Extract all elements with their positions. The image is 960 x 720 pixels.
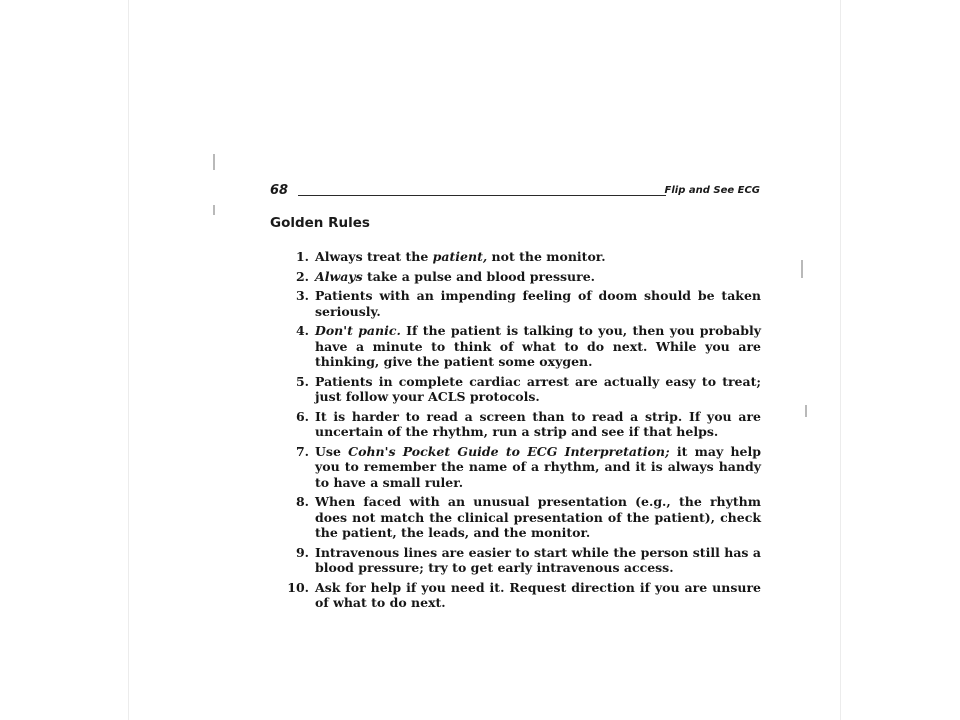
page-number: 68: [270, 183, 289, 198]
rule-segment: When faced with an unusual presentation (e.g., the rhythm does not match the clinical presentation of the patient), check the patient, the leads, and the monitor.: [315, 494, 761, 540]
running-head: [270, 183, 760, 199]
rule-segment: If the patient is talking to you, then you probably have a minute to think of what to do next. While you are thinking, give the patient some oxygen.: [315, 323, 761, 369]
rule-text: [315, 269, 761, 285]
rule-item: [287, 444, 761, 491]
rule-text: [315, 494, 761, 541]
rule-number: 6.: [295, 408, 309, 424]
rule-emphasis: Always: [315, 268, 363, 284]
rule-number: 5.: [295, 373, 309, 389]
rule-item: [287, 374, 761, 405]
rule-segment: Always treat the: [315, 249, 433, 264]
rule-text: [315, 545, 761, 576]
rule-number: 10.: [287, 579, 309, 595]
rule-number: 2.: [295, 268, 309, 284]
rule-item: [287, 249, 761, 265]
rule-number: 9.: [295, 544, 309, 560]
rule-segment: Patients with an impending feeling of doom should be taken seriously.: [315, 288, 761, 319]
book-title: Flip and See ECG: [664, 185, 760, 196]
rule-number: 7.: [295, 443, 309, 459]
rule-segment: Use: [315, 443, 349, 459]
rule-item: [287, 323, 761, 370]
rule-item: [287, 288, 761, 319]
rule-segment: Ask for help if you need it. Request direction if you are unsure of what to do next.: [315, 579, 761, 610]
rule-segment: not the monitor.: [487, 249, 606, 264]
rule-item: [287, 269, 761, 285]
rule-number: 8.: [295, 494, 309, 509]
rule-item: [287, 494, 761, 541]
rule-text: [315, 374, 761, 405]
rule-number: 1.: [295, 249, 309, 264]
rule-segment: Patients in complete cardiac arrest are actually easy to treat; just follow your ACLS protocols.: [315, 373, 761, 404]
rule-item: [287, 580, 761, 611]
rule-segment: It is harder to read a screen than to read a strip. If you are uncertain of the rhythm, run a strip and see if that helps.: [315, 408, 761, 439]
rule-text: [315, 580, 761, 611]
rules-list: [287, 249, 761, 615]
scan-artifact-mark: [213, 205, 215, 215]
rule-segment: it may help you to remember the name of a rhythm, and it is always handy to have a small ruler.: [315, 443, 761, 490]
section-heading: Golden Rules: [270, 215, 370, 231]
rule-number: 4.: [295, 323, 309, 338]
rule-emphasis: Don't panic.: [315, 323, 401, 338]
rule-emphasis: Cohn's Pocket Guide to ECG Interpretation;: [348, 443, 670, 459]
rule-text: [315, 249, 761, 265]
rule-segment: Intravenous lines are easier to start while the person still has a blood pressure; try to get early intravenous access.: [315, 544, 761, 575]
rule-item: [287, 409, 761, 440]
scan-artifact-mark: [213, 154, 215, 170]
header-rule: [298, 195, 666, 196]
rule-text: [315, 288, 761, 319]
rule-segment: take a pulse and blood pressure.: [362, 268, 596, 284]
rule-emphasis: patient,: [432, 249, 488, 264]
scan-artifact-mark: [801, 260, 803, 278]
rule-number: 3.: [295, 288, 309, 303]
rule-text: [315, 444, 761, 491]
scan-artifact-mark: [805, 405, 807, 417]
rule-text: [315, 409, 761, 440]
rule-item: [287, 545, 761, 576]
rule-text: [315, 323, 761, 370]
